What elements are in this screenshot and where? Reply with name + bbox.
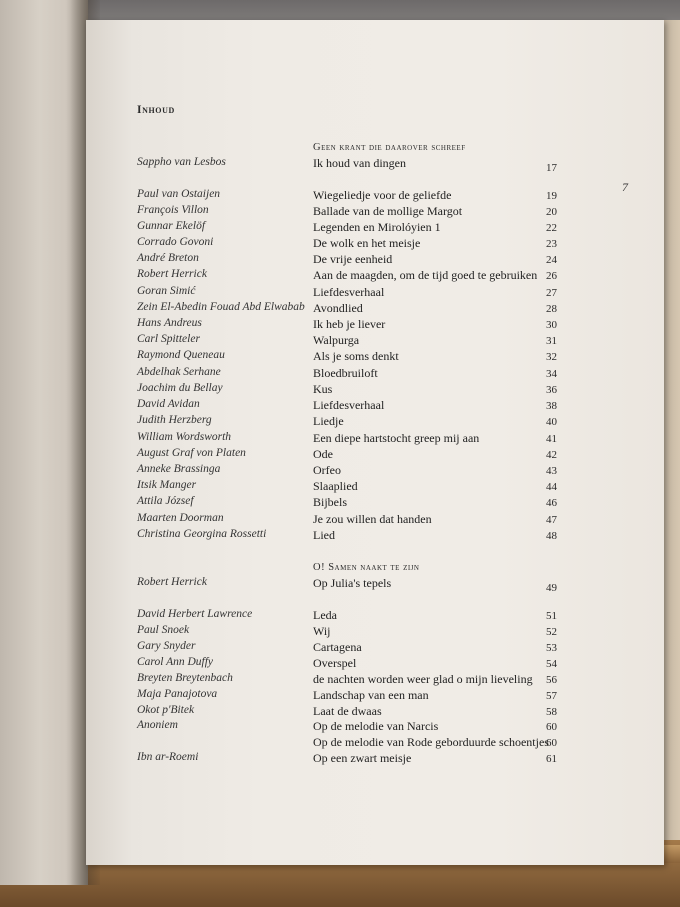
toc-title: Je zou willen dat handen [313,512,432,526]
toc-page-number: 58 [546,706,557,718]
page-heading: Inhoud [137,104,175,116]
toc-page-number: 60 [546,737,557,749]
toc-entry [0,463,680,479]
toc-author: Raymond Queneau [137,349,225,361]
toc-page-number: 51 [546,610,557,622]
toc-entry [0,735,680,751]
toc-entry [0,447,680,463]
toc-page-number: 48 [546,530,557,542]
toc-title: Op de melodie van Narcis [313,719,439,733]
toc-page-number: 27 [546,287,557,299]
toc-author: Itsik Manger [137,479,197,491]
toc-page-number: 43 [546,465,557,477]
toc-entry [0,333,680,349]
toc-title: Bloedbruiloft [313,366,378,380]
toc-author: Robert Herrick [137,576,207,588]
toc-title: Een diepe hartstocht greep mij aan [313,431,480,445]
toc-entry [0,188,680,204]
toc-author: Carl Spitteler [137,333,200,345]
toc-author: Maarten Doorman [137,512,224,524]
toc-page-number: 44 [546,481,557,493]
toc-page-number: 36 [546,384,557,396]
toc-title: Landschap van een man [313,688,429,702]
toc-author: Maja Panajotova [137,688,218,700]
toc-page-number: 52 [546,626,557,638]
toc-entry [0,672,680,688]
toc-entry [0,751,680,767]
toc-entry [0,285,680,301]
toc-page-number: 53 [546,642,557,654]
toc-author: Paul Snoek [137,624,190,636]
toc-author: François Villon [137,204,209,216]
toc-author: David Avidan [137,398,200,410]
toc-title: Liefdesverhaal [313,398,385,412]
toc-author: Zein El-Abedin Fouad Abd Elwabab [137,301,305,313]
toc-page-number: 24 [546,254,557,266]
toc-entry [0,156,680,172]
toc-title: Ode [313,447,333,461]
toc-entry [0,301,680,317]
toc-entry [0,236,680,252]
toc-title: Wiegeliedje voor de geliefde [313,188,452,202]
toc-page-number: 60 [546,721,557,733]
page-number: 7 [622,180,628,194]
toc-author: Gunnar Ekelöf [137,220,206,232]
toc-entry [0,624,680,640]
toc-title: Leda [313,608,337,622]
toc-author: Gary Snyder [137,640,196,652]
toc-title: Cartagena [313,640,362,654]
toc-title: Bijbels [313,495,348,509]
toc-author: Sappho van Lesbos [137,156,226,168]
toc-entry [0,366,680,382]
toc-author: Christina Georgina Rossetti [137,528,267,540]
toc-entry [0,398,680,414]
toc-title: Wij [313,624,331,638]
toc-entry [0,495,680,511]
toc-author: André Breton [137,252,199,264]
toc-title: Ballade van de mollige Margot [313,204,463,218]
toc-entry [0,431,680,447]
toc-page-number: 49 [546,582,557,594]
toc-entry [0,414,680,430]
toc-entry [0,512,680,528]
toc-title: Op Julia's tepels [313,576,392,590]
toc-title: Laat de dwaas [313,704,382,718]
toc-title: Walpurga [313,333,360,347]
toc-page-number: 38 [546,400,557,412]
toc-page-number: 47 [546,514,557,526]
section-title: Geen krant die daarover schreef [313,142,466,153]
toc-entry [0,640,680,656]
toc-page-number: 31 [546,335,557,347]
toc-entry [0,252,680,268]
toc-author: Hans Andreus [137,317,202,329]
toc-page-number: 20 [546,206,557,218]
toc-author: Anneke Brassinga [137,463,221,475]
toc-page-number: 17 [546,162,557,174]
toc-page-number: 26 [546,270,557,282]
toc-author: Abdelhak Serhane [137,366,221,378]
toc-title: Op een zwart meisje [313,751,412,765]
toc-author: William Wordsworth [137,431,232,443]
toc-title: Liefdesverhaal [313,285,385,299]
toc-author: Judith Herzberg [137,414,212,426]
toc-entry [0,479,680,495]
toc-title: Legenden en Mirolóyien 1 [313,220,441,234]
toc-page-number: 54 [546,658,557,670]
toc-title: de nachten worden weer glad o mijn lieveling [313,672,533,686]
toc-entry [0,382,680,398]
toc-page-number: 40 [546,416,557,428]
toc-author: Joachim du Bellay [137,382,223,394]
toc-title: De vrije eenheid [313,252,393,266]
toc-entry [0,688,680,704]
toc-entry [0,528,680,544]
toc-author: David Herbert Lawrence [137,608,253,620]
toc-page-number: 34 [546,368,557,380]
toc-author: August Graf von Platen [137,447,246,459]
toc-entry [0,220,680,236]
toc-title: Avondlied [313,301,363,315]
toc-page-number: 22 [546,222,557,234]
toc-entry [0,204,680,220]
toc-author: Corrado Govoni [137,236,214,248]
toc-page-number: 28 [546,303,557,315]
toc-entry [0,704,680,720]
toc-page-number: 41 [546,433,557,445]
toc-page-number: 46 [546,497,557,509]
toc-page-number: 23 [546,238,557,250]
toc-page-number: 42 [546,449,557,461]
toc-author: Robert Herrick [137,268,207,280]
toc-page-number: 56 [546,674,557,686]
toc-page-number: 19 [546,190,557,202]
toc-author: Paul van Ostaijen [137,188,221,200]
toc-author: Ibn ar-Roemi [137,751,199,763]
toc-title: De wolk en het meisje [313,236,421,250]
toc-entry [0,268,680,284]
toc-entry [0,576,680,592]
toc-title: Slaaplied [313,479,358,493]
toc-title: Overspel [313,656,357,670]
toc-entry [0,656,680,672]
toc-title: Op de melodie van Rode geborduurde schoentjes [313,735,549,749]
toc-title: Ik houd van dingen [313,156,406,170]
toc-author: Carol Ann Duffy [137,656,214,668]
toc-title: Als je soms denkt [313,349,399,363]
toc-author: Goran Simić [137,285,196,297]
toc-title: Lied [313,528,335,542]
toc-author: Attila József [137,495,194,507]
toc-page-number: 30 [546,319,557,331]
toc-entry [0,317,680,333]
toc-author: Okot p'Bitek [137,704,195,716]
toc-page-number: 32 [546,351,557,363]
toc-entry [0,719,680,735]
toc-entry [0,349,680,365]
toc-title: Kus [313,382,333,396]
toc-title: Aan de maagden, om de tijd goed te gebruiken [313,268,538,282]
toc-title: Orfeo [313,463,341,477]
section-title: O! Samen naakt te zijn [313,562,420,573]
toc-page-number: 61 [546,753,557,765]
toc-entry [0,608,680,624]
toc-author: Breyten Breytenbach [137,672,233,684]
toc-title: Liedje [313,414,344,428]
toc-page-number: 57 [546,690,557,702]
toc-author: Anoniem [137,719,178,731]
toc-title: Ik heb je liever [313,317,386,331]
